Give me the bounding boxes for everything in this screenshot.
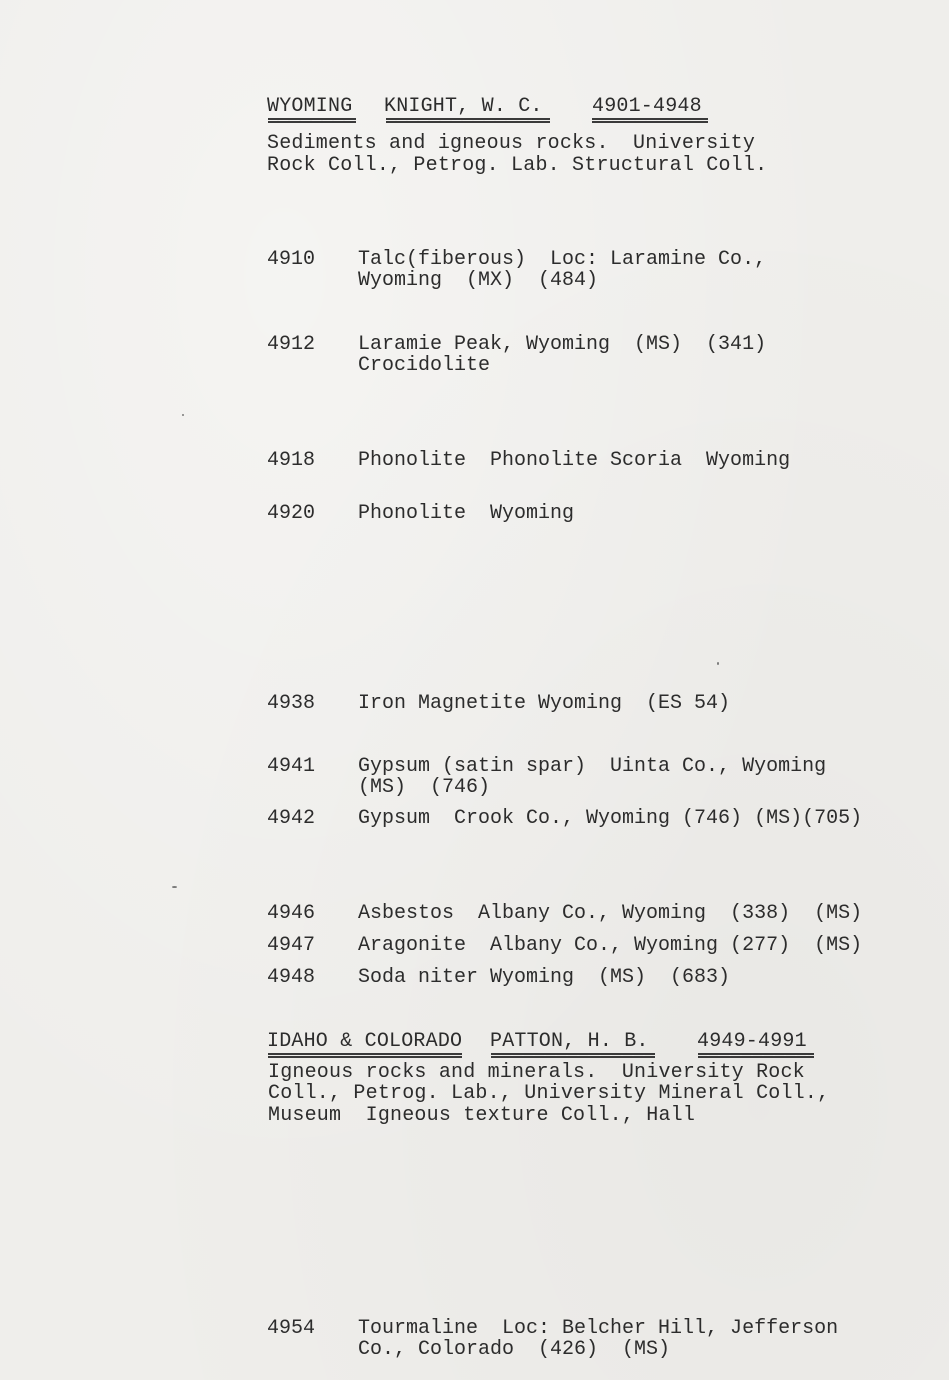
catalog-number: 4912 xyxy=(267,333,316,356)
catalog-entry-text: Talc(fiberous) Loc: Laramine Co., xyxy=(358,248,767,271)
catalog-number: 4954 xyxy=(267,1317,316,1340)
paper-speck xyxy=(717,662,719,665)
catalog-entry-text: Crocidolite xyxy=(358,354,491,377)
catalog-entry-text: Gypsum (satin spar) Uinta Co., Wyoming xyxy=(358,755,827,778)
catalog-entry-text: Co., Colorado (426) (MS) xyxy=(358,1338,671,1361)
catalog-entry-text: Phonolite Wyoming xyxy=(358,502,575,525)
section-description: Rock Coll., Petrog. Lab. Structural Coll. xyxy=(267,154,768,177)
catalog-entry-text: Wyoming (MX) (484) xyxy=(358,269,599,292)
double-underline xyxy=(698,1053,814,1058)
catalog-entry-text: Iron Magnetite Wyoming (ES 54) xyxy=(358,692,731,715)
catalog-entry-text: Tourmaline Loc: Belcher Hill, Jefferson xyxy=(358,1317,839,1340)
section-range: 4949-4991 xyxy=(697,1030,807,1053)
catalog-entry-text: Laramie Peak, Wyoming (MS) (341) xyxy=(358,333,767,356)
catalog-entry-text: Gypsum Crook Co., Wyoming (746) (MS)(705) xyxy=(358,807,863,830)
catalog-number: 4941 xyxy=(267,755,316,778)
catalog-entry-text: Aragonite Albany Co., Wyoming (277) (MS) xyxy=(358,934,863,957)
catalog-number: 4947 xyxy=(267,934,316,957)
section-description: Coll., Petrog. Lab., University Mineral Coll., xyxy=(268,1082,830,1105)
section-description: Museum Igneous texture Coll., Hall xyxy=(268,1104,696,1127)
catalog-number: 4918 xyxy=(267,449,316,472)
catalog-number: 4938 xyxy=(267,692,316,715)
section-collector: PATTON, H. B. xyxy=(490,1030,649,1053)
catalog-entry-text: Phonolite Phonolite Scoria Wyoming xyxy=(358,449,791,472)
double-underline xyxy=(268,118,356,123)
catalog-number: 4946 xyxy=(267,902,316,925)
catalog-number: 4942 xyxy=(267,807,316,830)
double-underline xyxy=(386,118,550,123)
section-range: 4901-4948 xyxy=(592,95,702,118)
catalog-number: 4948 xyxy=(267,966,316,989)
section-state: WYOMING xyxy=(267,95,353,118)
catalog-entry-text: (MS) (746) xyxy=(358,776,491,799)
section-state: IDAHO & COLORADO xyxy=(267,1030,463,1053)
double-underline xyxy=(268,1053,462,1058)
double-underline xyxy=(592,118,708,123)
catalog-entry-text: Asbestos Albany Co., Wyoming (338) (MS) xyxy=(358,902,863,925)
section-description: Igneous rocks and minerals. University Rock xyxy=(268,1061,805,1084)
paper-speck xyxy=(172,886,177,888)
catalog-number: 4920 xyxy=(267,502,316,525)
section-collector: KNIGHT, W. C. xyxy=(384,95,543,118)
paper-speck xyxy=(182,414,184,416)
section-description: Sediments and igneous rocks. University xyxy=(267,132,756,155)
catalog-entry-text: Soda niter Wyoming (MS) (683) xyxy=(358,966,731,989)
catalog-number: 4910 xyxy=(267,248,316,271)
double-underline xyxy=(491,1053,655,1058)
